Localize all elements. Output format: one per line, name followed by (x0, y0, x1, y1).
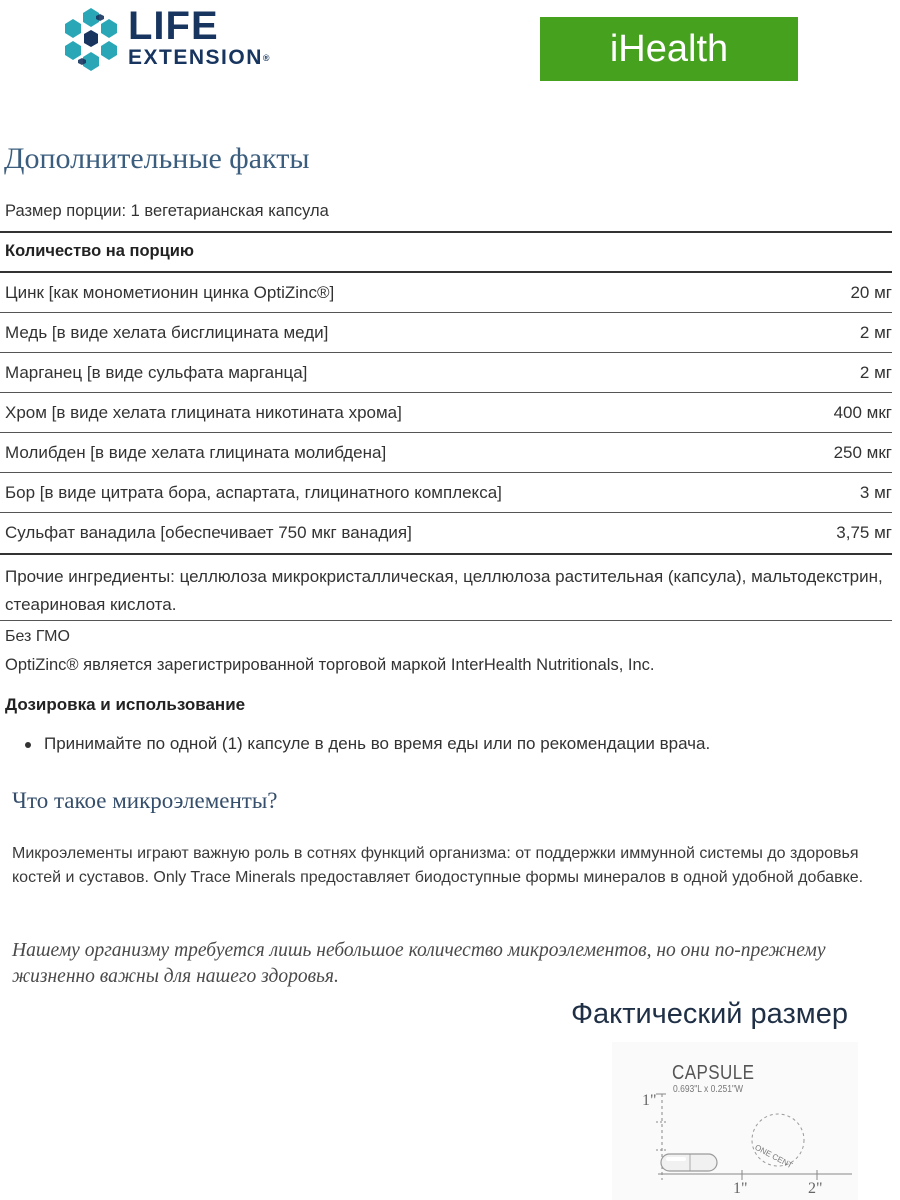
trace-minerals-title: Что такое микроэлементы? (12, 788, 278, 813)
scale-1-inch-vertical: 1" (642, 1092, 657, 1109)
capsule-label: CAPSULE (672, 1062, 755, 1084)
nutrient-amount: 3,75 мг (836, 523, 892, 542)
capsule-dimensions: 0.693"L x 0.251"W (673, 1084, 743, 1095)
brand-hexagon-icon (58, 6, 124, 72)
non-gmo-note: Без ГМО (5, 628, 70, 645)
nutrient-amount: 2 мг (859, 323, 892, 342)
nutrient-name: Сульфат ванадила [обеспечивает 750 мкг ванадия] (5, 523, 412, 542)
nutrient-name: Медь [в виде хелата бисглицината меди] (5, 323, 329, 342)
nutrient-amount: 400 мкг (833, 403, 892, 422)
table-rule (0, 472, 892, 473)
other-ingredients: Прочие ингредиенты: целлюлоза микрокристаллическая, целлюлоза растительная (капсула), мальтодекстрин, стеариновая кислота. (5, 567, 883, 614)
trace-minerals-body: Микроэлементы играют важную роль в сотнях функций организма: от поддержки иммунной системы до здоровья костей и суставов. Only Trace Minerals предоставляет биодоступные формы минералов в одной удобной добавке. (12, 845, 864, 886)
coin-label: ONE CENT (753, 1142, 795, 1171)
nutrient-amount: 2 мг (859, 363, 892, 382)
nutrient-name: Марганец [в виде сульфата марганца] (5, 363, 308, 382)
actual-size-title: Фактический размер (571, 998, 848, 1030)
dosage-item: Принимайте по одной (1) капсуле в день во время еды или по рекомендации врача. (44, 734, 711, 753)
serving-size: Размер порции: 1 вегетарианская капсула (5, 202, 329, 220)
trace-minerals-quote: Нашему организму требуется лишь небольшое количество микроэлементов, но они по-прежнему жизненно важны для нашего здоровья. (12, 940, 826, 987)
amount-per-serving-header: Количество на порцию (5, 242, 194, 260)
table-rule (0, 392, 892, 393)
store-badge: iHealth (540, 17, 798, 81)
bullet-icon (25, 742, 31, 748)
nutrient-name: Бор [в виде цитрата бора, аспартата, глицинатного комплекса] (5, 483, 502, 502)
table-rule (0, 312, 892, 313)
nutrient-amount: 3 мг (859, 483, 892, 502)
table-rule (0, 512, 892, 513)
dosage-title: Дозировка и использование (5, 695, 246, 714)
brand-name-line1: LIFE (128, 4, 219, 48)
nutrient-amount: 250 мкг (833, 443, 892, 462)
trademark-note: OptiZinc® является зарегистрированной торговой маркой InterHealth Nutritionals, Inc. (5, 656, 655, 674)
scale-1-inch-horizontal: 1" (733, 1180, 748, 1197)
nutrient-name: Молибден [в виде хелата глицината молибдена] (5, 443, 387, 462)
facts-title: Дополнительные факты (4, 142, 310, 175)
table-rule (0, 620, 892, 621)
brand-name-line2: EXTENSION® (128, 46, 271, 69)
table-rule (0, 553, 892, 555)
scale-2-inch-horizontal: 2" (808, 1180, 823, 1197)
nutrient-name: Хром [в виде хелата глицината никотината хрома] (5, 403, 402, 422)
capsule-icon (660, 1152, 720, 1174)
nutrient-name: Цинк [как монометионин цинка OptiZinc®] (5, 283, 335, 302)
table-rule (0, 432, 892, 433)
nutrient-amount: 20 мг (850, 283, 892, 302)
table-rule (0, 271, 892, 273)
table-rule (0, 231, 892, 233)
table-rule (0, 352, 892, 353)
registered-mark: ® (262, 53, 271, 63)
brand-logo (58, 4, 318, 70)
